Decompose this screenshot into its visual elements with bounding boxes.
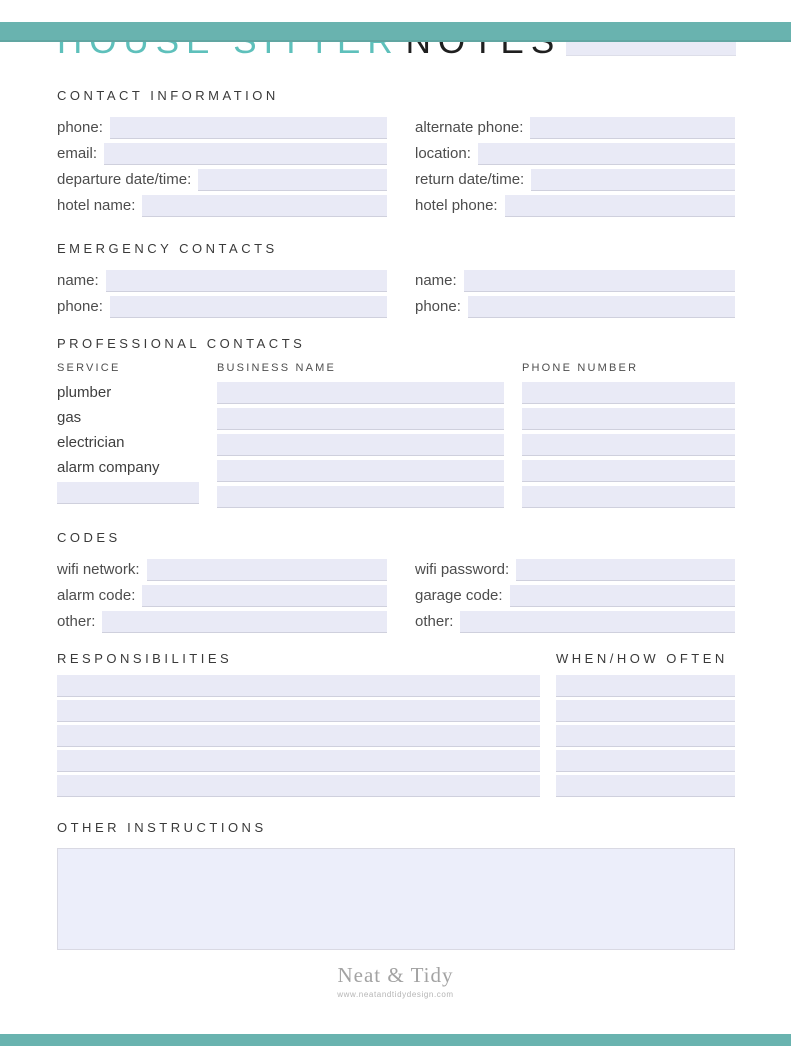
hotel-phone-label: hotel phone: [415,197,498,214]
emergency1-name-label: name: [57,272,99,289]
other-instructions-input[interactable] [57,848,735,950]
column-header-business-name: BUSINESS NAME [217,362,337,374]
responsibility-input[interactable] [57,750,540,772]
hotel-name-label: hotel name: [57,197,136,214]
other-code-left-label: other: [57,613,96,630]
when-how-often-input[interactable] [556,725,735,747]
emergency2-name-input[interactable] [464,270,735,292]
hotel-phone-input[interactable] [505,195,735,217]
responsibility-input[interactable] [57,700,540,722]
service-column [57,382,199,512]
other-code-right-label: other: [415,613,454,630]
section-responsibilities [57,651,735,800]
contact-left-column [57,117,387,221]
top-accent-bar [0,22,791,42]
service-plumber-label: plumber [57,384,112,401]
location-label: location: [415,145,471,162]
emergency-contact-1 [57,270,387,322]
section-emergency-contacts [57,241,735,322]
field-row [57,559,387,580]
field-row [415,143,735,164]
field-row [415,611,735,632]
field-row [57,585,387,606]
codes-title: CODES [57,530,121,545]
wifi-password-label: wifi password: [415,561,510,578]
business-name-column [217,382,504,512]
field-row [415,585,735,606]
emergency2-name-label: name: [415,272,457,289]
service-electrician-label: electrician [57,434,125,451]
when-how-often-input[interactable] [556,700,735,722]
phone-number-input[interactable] [522,382,735,404]
alarm-code-label: alarm code: [57,587,136,604]
field-row [415,117,735,138]
responsibility-input[interactable] [57,775,540,797]
emergency1-name-input[interactable] [106,270,387,292]
email-input[interactable] [104,143,387,165]
alternate-phone-label: alternate phone: [415,119,524,136]
garage-code-input[interactable] [510,585,735,607]
location-input[interactable] [478,143,735,165]
phone-number-input[interactable] [522,460,735,482]
when-how-often-input[interactable] [556,675,735,697]
phone-number-input[interactable] [522,408,735,430]
other-code-right-input[interactable] [460,611,735,633]
column-header-phone-number: PHONE NUMBER [522,362,639,374]
field-row [57,611,387,632]
field-row [57,169,387,190]
wifi-network-input[interactable] [147,559,387,581]
phone-number-input[interactable] [522,486,735,508]
service-gas-label: gas [57,409,82,426]
emergency1-phone-input[interactable] [110,296,387,318]
contact-information-title: CONTACT INFORMATION [57,88,279,103]
wifi-network-label: wifi network: [57,561,140,578]
when-how-often-title: WHEN/HOW OFTEN [556,651,728,666]
phone-number-input[interactable] [522,434,735,456]
emergency2-phone-input[interactable] [468,296,735,318]
column-header-service: SERVICE [57,362,121,374]
when-how-often-input[interactable] [556,775,735,797]
hotel-name-input[interactable] [142,195,387,217]
responsibility-input[interactable] [57,675,540,697]
phone-number-column [522,382,735,512]
alarm-code-input[interactable] [142,585,387,607]
codes-left-column [57,559,387,637]
field-row [415,195,735,216]
field-row [57,117,387,138]
business-name-input[interactable] [217,434,504,456]
emergency1-phone-label: phone: [57,298,103,315]
wifi-password-input[interactable] [516,559,735,581]
field-row [57,296,387,317]
field-row [57,143,387,164]
service-alarm-company-label: alarm company [57,459,160,476]
emergency-contacts-title: EMERGENCY CONTACTS [57,241,278,256]
section-other-instructions [57,820,735,950]
responsibility-input[interactable] [57,725,540,747]
email-label: email: [57,145,98,162]
responsibilities-column [57,675,540,800]
page-footer [0,963,791,999]
return-input[interactable] [531,169,735,191]
return-label: return date/time: [415,171,525,188]
business-name-input[interactable] [217,408,504,430]
field-row [415,559,735,580]
section-professional-contacts [57,336,735,512]
alternate-phone-input[interactable] [530,117,735,139]
field-row [57,270,387,291]
phone-input[interactable] [110,117,387,139]
departure-label: departure date/time: [57,171,192,188]
business-name-input[interactable] [217,486,504,508]
field-row [57,195,387,216]
service-other-input[interactable] [57,482,199,504]
business-name-input[interactable] [217,382,504,404]
section-codes [57,530,735,637]
other-code-left-input[interactable] [102,611,387,633]
field-row [415,270,735,291]
contact-right-column [415,117,735,221]
emergency2-phone-label: phone: [415,298,461,315]
bottom-accent-bar [0,1034,791,1046]
emergency-contact-2 [415,270,735,322]
other-instructions-title: OTHER INSTRUCTIONS [57,820,267,835]
field-row [415,169,735,190]
codes-right-column [415,559,735,637]
field-row [415,296,735,317]
garage-code-label: garage code: [415,587,503,604]
when-how-often-input[interactable] [556,750,735,772]
business-name-input[interactable] [217,460,504,482]
section-contact-information [57,88,735,221]
phone-label: phone: [57,119,103,136]
professional-contacts-title: PROFESSIONAL CONTACTS [57,336,306,351]
when-how-often-column [556,675,735,800]
responsibilities-title: RESPONSIBILITIES [57,651,233,666]
brand-url: www.neatandtidydesign.com [337,990,454,999]
brand-logo-text: Neat & Tidy [337,963,454,987]
departure-input[interactable] [198,169,387,191]
